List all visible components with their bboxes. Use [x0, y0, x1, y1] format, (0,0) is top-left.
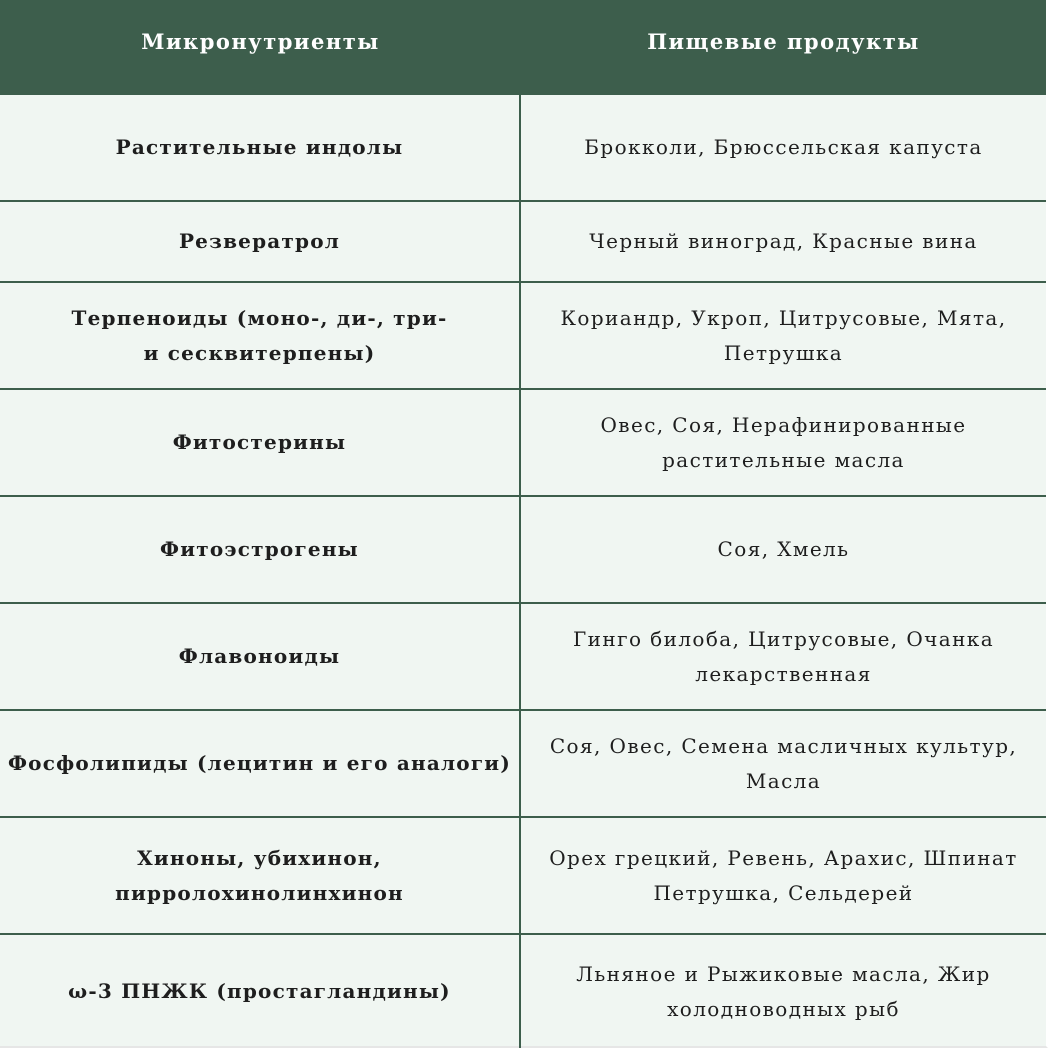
micronutrient-cell: Фосфолипиды (лецитин и его аналоги): [0, 711, 521, 816]
table-row: [0, 202, 1046, 283]
table-row: [0, 283, 1046, 390]
micronutrient-cell: Фитостерины: [0, 390, 521, 495]
foods-cell: Черный виноград, Красные вина: [589, 229, 978, 253]
micronutrient-cell: Флавоноиды: [0, 604, 521, 709]
foods-cell: Льняное и Рыжиковые масла, Жир холодноводных рыб: [576, 961, 991, 1021]
micronutrient-cell: Фитоэстрогены: [0, 497, 521, 602]
micronutrient-cell: Растительные индолы: [0, 95, 521, 200]
table-row: [0, 711, 1046, 818]
table-row: [0, 95, 1046, 202]
foods-cell: Гинго билоба, Цитрусовые, Очанка лекарственная: [572, 626, 995, 686]
table-row: [0, 497, 1046, 604]
micronutrient-cell: Резвератрол: [0, 202, 521, 281]
table-row: [0, 604, 1046, 711]
foods-cell: Орех грецкий, Ревень, Арахис, Шпинат Петрушка, Сельдерей: [549, 845, 1018, 905]
table-header: [0, 0, 1046, 95]
table-row: [0, 390, 1046, 497]
header-food-products: Пищевые продукты: [647, 29, 920, 54]
table-row: [0, 935, 1046, 1048]
micronutrient-cell: Терпеноиды (моно-, ди-, три- и сесквитерпены): [0, 283, 521, 388]
table-row: [0, 818, 1046, 935]
micronutrient-cell: ω-3 ПНЖК (простагландины): [0, 935, 521, 1048]
micronutrient-cell: Хиноны, убихинон, пирролохинолинхинон: [0, 818, 521, 933]
foods-cell: Овес, Соя, Нерафинированные растительные масла: [600, 412, 967, 472]
foods-cell: Кориандр, Укроп, Цитрусовые, Мята, Петрушка: [560, 305, 1007, 365]
foods-cell: Соя, Хмель: [717, 537, 850, 561]
foods-cell: Брокколи, Брюссельская капуста: [584, 135, 983, 159]
foods-cell: Соя, Овес, Семена масличных культур, Масла: [549, 733, 1018, 793]
header-micronutrients: Микронутриенты: [141, 29, 380, 54]
